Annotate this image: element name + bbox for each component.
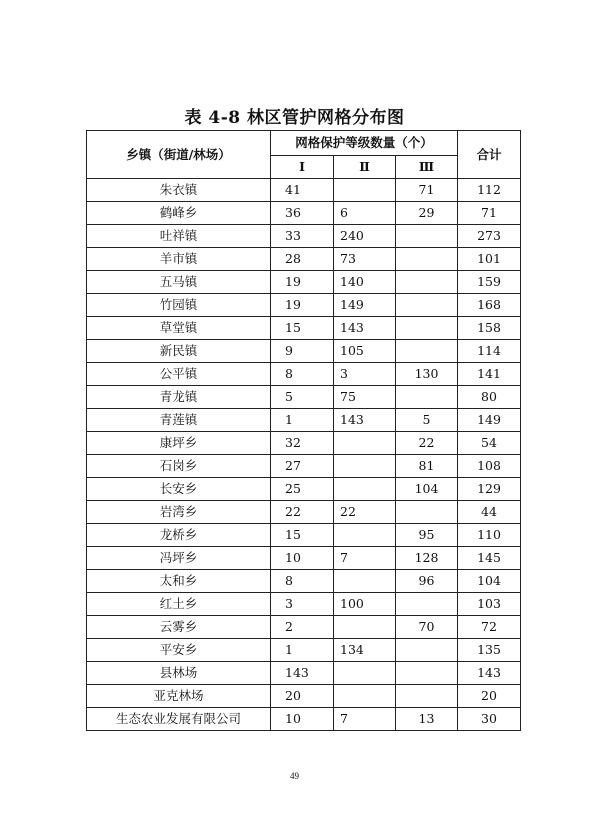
grade-1-cell: 27: [271, 455, 334, 478]
grade-1-cell: 8: [271, 363, 334, 386]
grade-3-cell: 95: [396, 524, 458, 547]
grade-2-cell: 240: [334, 225, 396, 248]
grade-3-cell: [396, 225, 458, 248]
grade-3-cell: [396, 501, 458, 524]
grade-3-cell: 104: [396, 478, 458, 501]
grade-3-cell: [396, 248, 458, 271]
table-row: [87, 708, 521, 731]
grade-1-cell: 20: [271, 685, 334, 708]
total-cell: 135: [458, 639, 521, 662]
grade-3-cell: 5: [396, 409, 458, 432]
page-number: 49: [290, 771, 299, 781]
total-cell: 80: [458, 386, 521, 409]
township-cell: 龙桥乡: [87, 524, 271, 547]
header-township: 乡镇（街道/林场）: [87, 131, 271, 179]
table-row: [87, 340, 521, 363]
grade-2-cell: 7: [334, 547, 396, 570]
grade-2-cell: 149: [334, 294, 396, 317]
table-row: [87, 662, 521, 685]
table-row: [87, 317, 521, 340]
table-row: [87, 639, 521, 662]
total-cell: 104: [458, 570, 521, 593]
township-cell: 康坪乡: [87, 432, 271, 455]
grade-2-cell: [334, 662, 396, 685]
grade-1-cell: 28: [271, 248, 334, 271]
grade-3-cell: 128: [396, 547, 458, 570]
grade-3-cell: 29: [396, 202, 458, 225]
total-cell: 103: [458, 593, 521, 616]
grade-2-cell: 143: [334, 317, 396, 340]
grade-1-cell: 25: [271, 478, 334, 501]
table-row: [87, 685, 521, 708]
grade-1-cell: 36: [271, 202, 334, 225]
total-cell: 71: [458, 202, 521, 225]
grade-1-cell: 3: [271, 593, 334, 616]
grade-1-cell: 5: [271, 386, 334, 409]
township-cell: 岩湾乡: [87, 501, 271, 524]
grade-1-cell: 15: [271, 524, 334, 547]
grade-3-cell: [396, 340, 458, 363]
total-cell: 145: [458, 547, 521, 570]
header-grade-3: Ⅲ: [396, 156, 458, 179]
total-cell: 168: [458, 294, 521, 317]
grade-1-cell: 15: [271, 317, 334, 340]
grade-2-cell: [334, 455, 396, 478]
grade-3-cell: [396, 685, 458, 708]
township-cell: 青莲镇: [87, 409, 271, 432]
township-cell: 县林场: [87, 662, 271, 685]
table-title: 表 4-8 林区管护网格分布图: [184, 108, 405, 128]
total-cell: 141: [458, 363, 521, 386]
grade-1-cell: 19: [271, 271, 334, 294]
table-row: [87, 409, 521, 432]
grade-1-cell: 8: [271, 570, 334, 593]
header-grade-group: 网格保护等级数量（个）: [271, 131, 458, 156]
header-grade-1: Ⅰ: [271, 156, 334, 179]
township-cell: 青龙镇: [87, 386, 271, 409]
grade-2-cell: 73: [334, 248, 396, 271]
township-cell: 草堂镇: [87, 317, 271, 340]
grade-2-cell: [334, 432, 396, 455]
township-cell: 新民镇: [87, 340, 271, 363]
grade-1-cell: 41: [271, 179, 334, 202]
township-cell: 长安乡: [87, 478, 271, 501]
table-row: [87, 593, 521, 616]
grade-3-cell: [396, 662, 458, 685]
township-cell: 羊市镇: [87, 248, 271, 271]
table-row: [87, 248, 521, 271]
table-row: [87, 455, 521, 478]
township-cell: 亚克林场: [87, 685, 271, 708]
total-cell: 44: [458, 501, 521, 524]
township-cell: 生态农业发展有限公司: [87, 708, 271, 731]
grade-2-cell: 105: [334, 340, 396, 363]
grade-1-cell: 10: [271, 708, 334, 731]
grade-2-cell: 6: [334, 202, 396, 225]
table-row: [87, 616, 521, 639]
township-cell: 冯坪乡: [87, 547, 271, 570]
grade-3-cell: [396, 386, 458, 409]
total-cell: 112: [458, 179, 521, 202]
total-cell: 30: [458, 708, 521, 731]
grade-2-cell: 3: [334, 363, 396, 386]
grade-1-cell: 9: [271, 340, 334, 363]
grade-3-cell: 81: [396, 455, 458, 478]
total-cell: 149: [458, 409, 521, 432]
grade-1-cell: 143: [271, 662, 334, 685]
grade-3-cell: [396, 317, 458, 340]
grade-2-cell: 22: [334, 501, 396, 524]
table-row: [87, 202, 521, 225]
grade-1-cell: 10: [271, 547, 334, 570]
grade-3-cell: 22: [396, 432, 458, 455]
table-row: [87, 501, 521, 524]
township-cell: 公平镇: [87, 363, 271, 386]
grade-2-cell: [334, 524, 396, 547]
grade-1-cell: 33: [271, 225, 334, 248]
township-cell: 鹤峰乡: [87, 202, 271, 225]
township-cell: 云雾乡: [87, 616, 271, 639]
grade-3-cell: [396, 294, 458, 317]
grade-2-cell: 75: [334, 386, 396, 409]
total-cell: 108: [458, 455, 521, 478]
table-row: [87, 547, 521, 570]
grade-3-cell: 71: [396, 179, 458, 202]
grade-2-cell: 7: [334, 708, 396, 731]
grade-2-cell: 134: [334, 639, 396, 662]
grade-2-cell: [334, 478, 396, 501]
grade-1-cell: 1: [271, 639, 334, 662]
grade-1-cell: 19: [271, 294, 334, 317]
table-row: [87, 179, 521, 202]
table-body: [87, 179, 521, 731]
grade-1-cell: 22: [271, 501, 334, 524]
table-row: [87, 225, 521, 248]
township-cell: 五马镇: [87, 271, 271, 294]
table-row: [87, 294, 521, 317]
grade-3-cell: 13: [396, 708, 458, 731]
grade-1-cell: 1: [271, 409, 334, 432]
township-cell: 石岗乡: [87, 455, 271, 478]
header-grade-2: Ⅱ: [334, 156, 396, 179]
forest-grid-table: [86, 130, 521, 731]
total-cell: 143: [458, 662, 521, 685]
table-row: [87, 432, 521, 455]
table-row: [87, 386, 521, 409]
total-cell: 273: [458, 225, 521, 248]
grade-1-cell: 2: [271, 616, 334, 639]
grade-3-cell: [396, 593, 458, 616]
grade-2-cell: [334, 570, 396, 593]
grade-3-cell: [396, 639, 458, 662]
total-cell: 129: [458, 478, 521, 501]
grade-2-cell: [334, 616, 396, 639]
grade-2-cell: 143: [334, 409, 396, 432]
grade-3-cell: [396, 271, 458, 294]
grade-2-cell: 140: [334, 271, 396, 294]
table-row: [87, 570, 521, 593]
total-cell: 159: [458, 271, 521, 294]
total-cell: 54: [458, 432, 521, 455]
township-cell: 太和乡: [87, 570, 271, 593]
total-cell: 101: [458, 248, 521, 271]
total-cell: 114: [458, 340, 521, 363]
total-cell: 158: [458, 317, 521, 340]
header-total: 合计: [458, 131, 521, 179]
table-row: [87, 363, 521, 386]
township-cell: 竹园镇: [87, 294, 271, 317]
grade-2-cell: [334, 685, 396, 708]
grade-3-cell: 70: [396, 616, 458, 639]
grade-3-cell: 130: [396, 363, 458, 386]
total-cell: 110: [458, 524, 521, 547]
table-row: [87, 524, 521, 547]
grade-1-cell: 32: [271, 432, 334, 455]
grade-2-cell: [334, 179, 396, 202]
table-row: [87, 478, 521, 501]
township-cell: 吐祥镇: [87, 225, 271, 248]
table-row: [87, 271, 521, 294]
total-cell: 72: [458, 616, 521, 639]
grade-2-cell: 100: [334, 593, 396, 616]
total-cell: 20: [458, 685, 521, 708]
township-cell: 平安乡: [87, 639, 271, 662]
grade-3-cell: 96: [396, 570, 458, 593]
township-cell: 朱衣镇: [87, 179, 271, 202]
township-cell: 红土乡: [87, 593, 271, 616]
